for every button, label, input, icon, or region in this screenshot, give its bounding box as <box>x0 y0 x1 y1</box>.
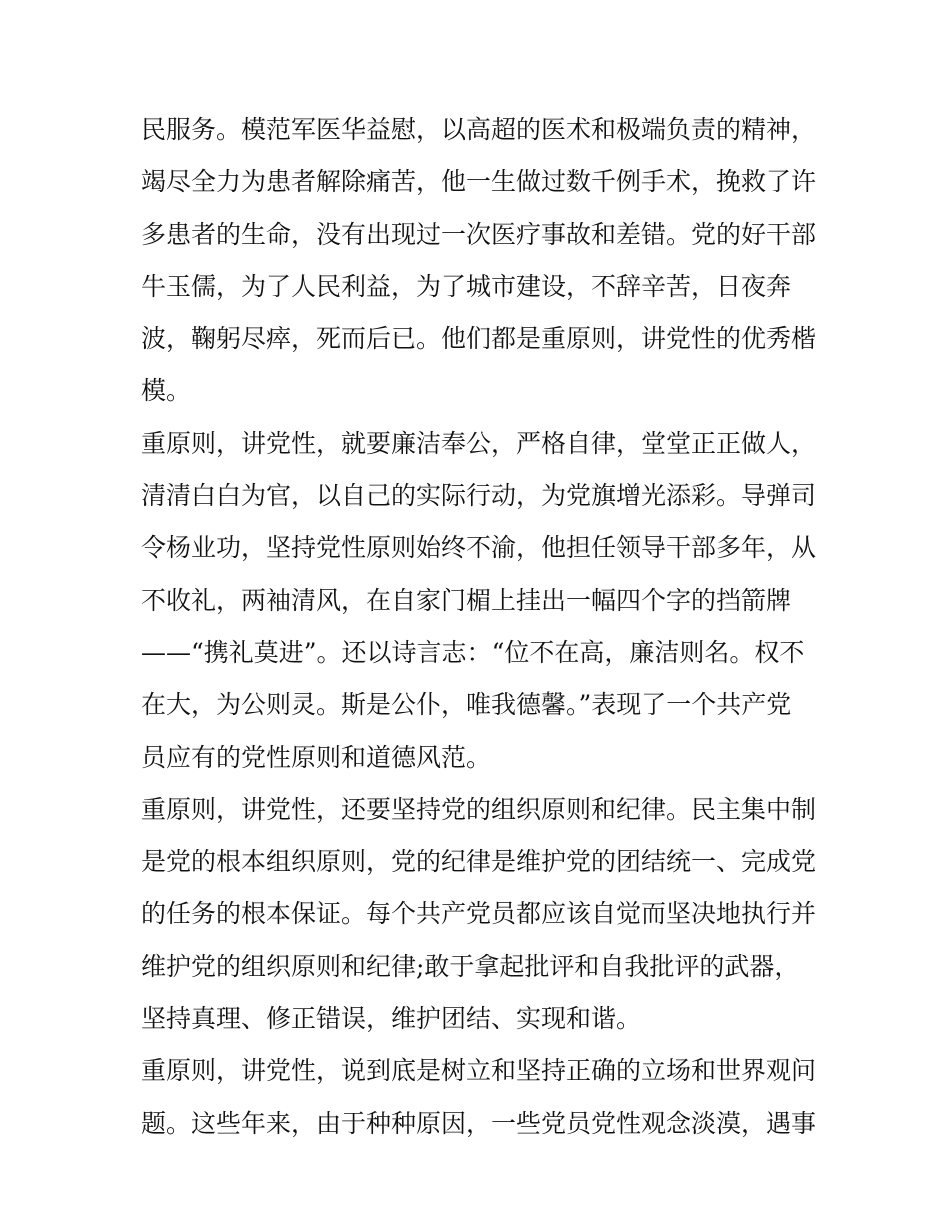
text-line: 牛玉儒，为了人民利益，为了城市建设，不辞辛苦，日夜奔 <box>141 271 792 301</box>
text-line: 坚持真理、修正错误，维护团结、实现和谐。 <box>141 1004 642 1034</box>
text-line: 不收礼，两袖清风，在自家门楣上挂出一幅四个字的挡箭牌 <box>141 585 792 615</box>
document-body <box>141 104 821 1150</box>
text-line: 的任务的根本保证。每个共产党员都应该自觉而坚决地执行并 <box>141 899 817 929</box>
text-line: 是党的根本组织原则，党的纪律是维护党的团结统一、完成党 <box>141 847 817 877</box>
text-line: 重原则，讲党性，就要廉洁奉公，严格自律，堂堂正正做人， <box>141 428 817 458</box>
text-line: 多患者的生命，没有出现过一次医疗事故和差错。党的好干部 <box>141 219 817 249</box>
text-line: 题。这些年来，由于种种原因，一些党员党性观念淡漠，遇事 <box>141 1108 817 1138</box>
text-line: 重原则，讲党性，还要坚持党的组织原则和纪律。民主集中制 <box>141 794 817 824</box>
text-line: ——“携礼莫进”。还以诗言志：“位不在高，廉洁则名。权不 <box>141 637 805 667</box>
text-line: 竭尽全力为患者解除痛苦，他一生做过数千例手术，挽救了许 <box>141 167 817 197</box>
text-line: 清清白白为官，以自己的实际行动，为党旗增光添彩。导弹司 <box>141 481 817 511</box>
text-line: 员应有的党性原则和道德风范。 <box>141 742 492 772</box>
text-line: 重原则，讲党性，说到底是树立和坚持正确的立场和世界观问 <box>141 1056 817 1086</box>
text-line: 维护党的组织原则和纪律;敢于拿起批评和自我批评的武器， <box>141 951 800 981</box>
text-line: 在大，为公则灵。斯是公仆，唯我德馨。”表现了一个共产党 <box>141 690 792 720</box>
text-line: 民服务。模范军医华益慰，以高超的医术和极端负责的精神， <box>141 115 817 144</box>
text-line: 波，鞠躬尽瘁，死而后已。他们都是重原则，讲党性的优秀楷 <box>141 324 817 354</box>
text-line: 模。 <box>141 376 192 406</box>
text-line: 令杨业功，坚持党性原则始终不渝，他担任领导干部多年，从 <box>141 533 817 563</box>
